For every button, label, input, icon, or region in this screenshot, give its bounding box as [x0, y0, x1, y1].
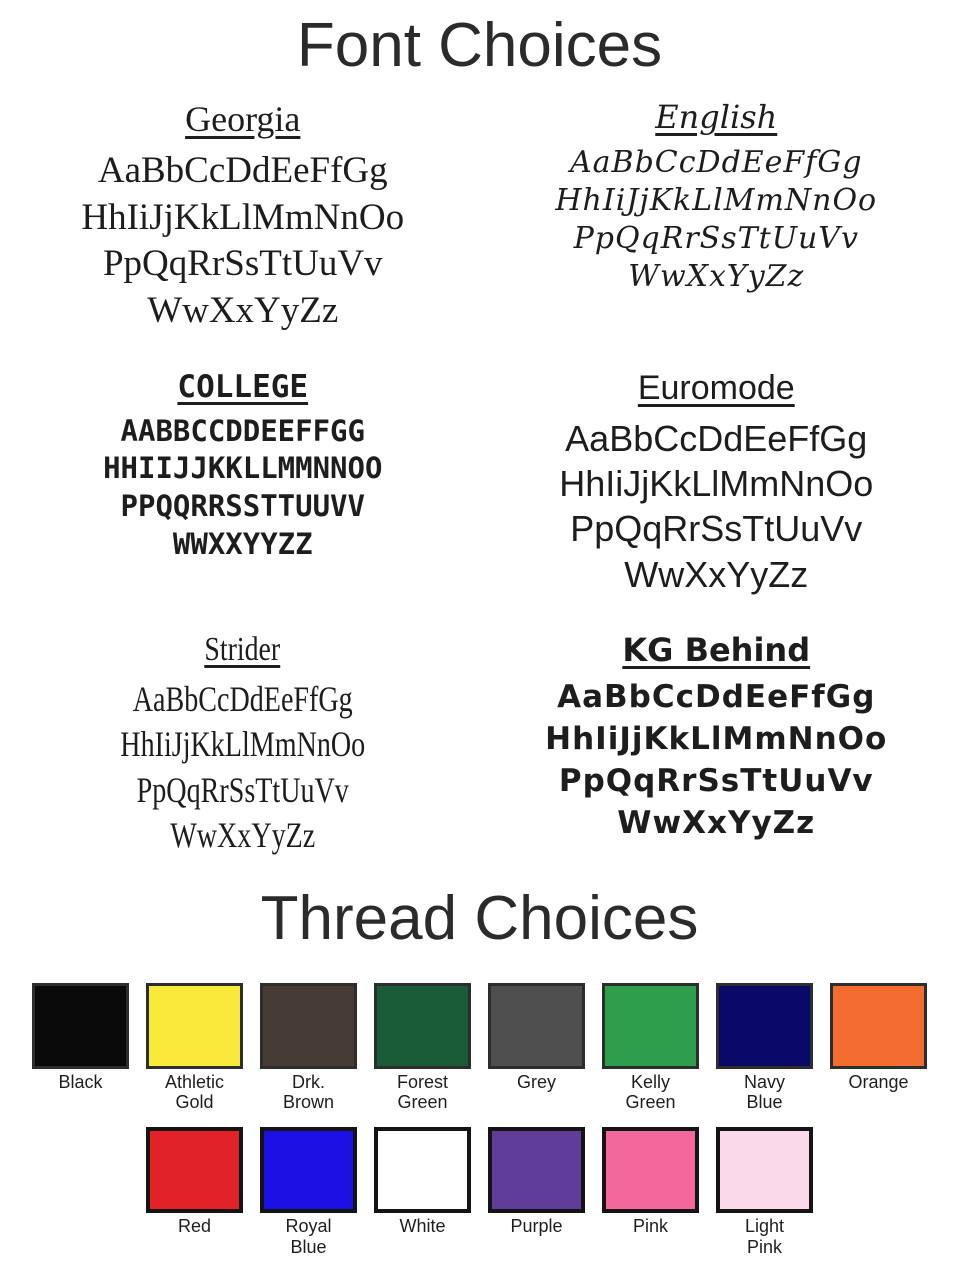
swatch-label: Kelly Green	[625, 1071, 676, 1113]
alphabet-line: AaBbCcDdEeFfGg	[569, 145, 863, 181]
alphabet-line: AaBbCcDdEeFfGg	[132, 679, 353, 720]
thread-swatch-white	[374, 1127, 471, 1237]
alphabet-line: WwXxYyZz	[617, 804, 816, 841]
color-swatch	[716, 1127, 813, 1213]
color-swatch	[602, 983, 699, 1069]
font-name-college: COLLEGE	[177, 368, 309, 405]
swatch-label: Purple	[510, 1216, 563, 1237]
swatch-label: Grey	[516, 1071, 556, 1092]
alphabet-line: AABBCCDDEEFFGG	[120, 413, 365, 448]
font-name-strider: Strider	[204, 631, 281, 669]
color-swatch	[488, 983, 585, 1069]
alphabet-line: AaBbCcDdEeFfGg	[565, 417, 868, 459]
alphabet-line: HhIiJjKkLlMmNnOo	[120, 724, 366, 765]
swatch-label: Royal Blue	[285, 1216, 332, 1257]
thread-swatch-row-1	[0, 983, 959, 1113]
thread-choices-title: Thread Choices	[260, 883, 699, 953]
thread-swatch-grey	[488, 983, 585, 1093]
swatch-label: Black	[58, 1071, 103, 1092]
alphabet-line: HhIiJjKkLlMmNnOo	[545, 720, 888, 757]
alphabet-line: WWXXYYZZ	[172, 526, 313, 561]
alphabet-line: HHIIJJKKLLMMNNOO	[103, 451, 383, 486]
thread-swatch-row-2	[0, 1127, 959, 1257]
thread-swatch-navy-blue	[716, 983, 813, 1113]
thread-swatch-forest-green	[374, 983, 471, 1113]
alphabet-line: WwXxYyZz	[624, 553, 809, 595]
color-swatch	[830, 983, 927, 1069]
color-swatch	[602, 1127, 699, 1213]
font-sample-college	[6, 369, 480, 597]
font-sample-kg-behind	[480, 631, 954, 858]
font-name-english: English	[655, 98, 778, 137]
swatch-label: Navy Blue	[743, 1071, 785, 1113]
thread-swatch-light-pink	[716, 1127, 813, 1257]
swatch-label: White	[399, 1216, 446, 1237]
thread-swatch-royal-blue	[260, 1127, 357, 1257]
font-sample-strider	[6, 631, 480, 858]
thread-swatch-pink	[602, 1127, 699, 1237]
font-sample-english	[480, 98, 954, 334]
swatch-label: Red	[177, 1216, 212, 1237]
swatch-label: Pink	[632, 1216, 668, 1237]
thread-swatch-black	[32, 983, 129, 1093]
alphabet-line: PpQqRrSsTtUuVv	[102, 243, 383, 285]
color-swatch	[716, 983, 813, 1069]
thread-swatch-purple	[488, 1127, 585, 1237]
color-swatch	[488, 1127, 585, 1213]
font-sample-euromode	[480, 369, 954, 597]
alphabet-line: WwXxYyZz	[147, 290, 339, 332]
thread-swatch-athletic-gold	[146, 983, 243, 1113]
alphabet-line: HhIiJjKkLlMmNnOo	[559, 462, 874, 504]
font-sample-georgia	[6, 98, 480, 334]
alphabet-line: AaBbCcDdEeFfGg	[557, 679, 876, 716]
alphabet-line: PpQqRrSsTtUuVv	[573, 220, 859, 256]
swatch-label: Athletic Gold	[164, 1071, 225, 1113]
color-swatch	[146, 983, 243, 1069]
alphabet-line: AaBbCcDdEeFfGg	[97, 150, 388, 192]
swatch-label: Light Pink	[744, 1216, 785, 1257]
color-swatch	[146, 1127, 243, 1213]
color-swatch	[32, 983, 129, 1069]
alphabet-line: WwXxYyZz	[628, 258, 805, 294]
alphabet-line: WwXxYyZz	[170, 815, 316, 856]
font-samples-grid	[0, 98, 959, 858]
thread-swatch-red	[146, 1127, 243, 1237]
thread-swatch-kelly-green	[602, 983, 699, 1113]
color-swatch	[260, 983, 357, 1069]
font-choices-title: Font Choices	[296, 11, 663, 80]
swatch-label: Drk. Brown	[282, 1071, 335, 1113]
thread-swatch-orange	[830, 983, 927, 1093]
color-swatch	[260, 1127, 357, 1213]
color-swatch	[374, 983, 471, 1069]
swatch-label: Orange	[848, 1071, 909, 1092]
thread-swatch-drk-brown	[260, 983, 357, 1113]
alphabet-line: HhIiJjKkLlMmNnOo	[81, 196, 405, 238]
font-name-euromode: Euromode	[637, 368, 795, 407]
alphabet-line: PPQQRRSSTTUUVV	[120, 489, 365, 523]
font-name-georgia: Georgia	[185, 99, 301, 140]
alphabet-line: PpQqRrSsTtUuVv	[570, 508, 863, 550]
alphabet-line: PpQqRrSsTtUuVv	[558, 762, 874, 799]
color-swatch	[374, 1127, 471, 1213]
alphabet-line: HhIiJjKkLlMmNnOo	[555, 182, 878, 218]
font-name-kg-behind: KG Behind	[622, 631, 811, 670]
alphabet-line: PpQqRrSsTtUuVv	[136, 769, 349, 810]
swatch-label: Forest Green	[396, 1071, 448, 1113]
